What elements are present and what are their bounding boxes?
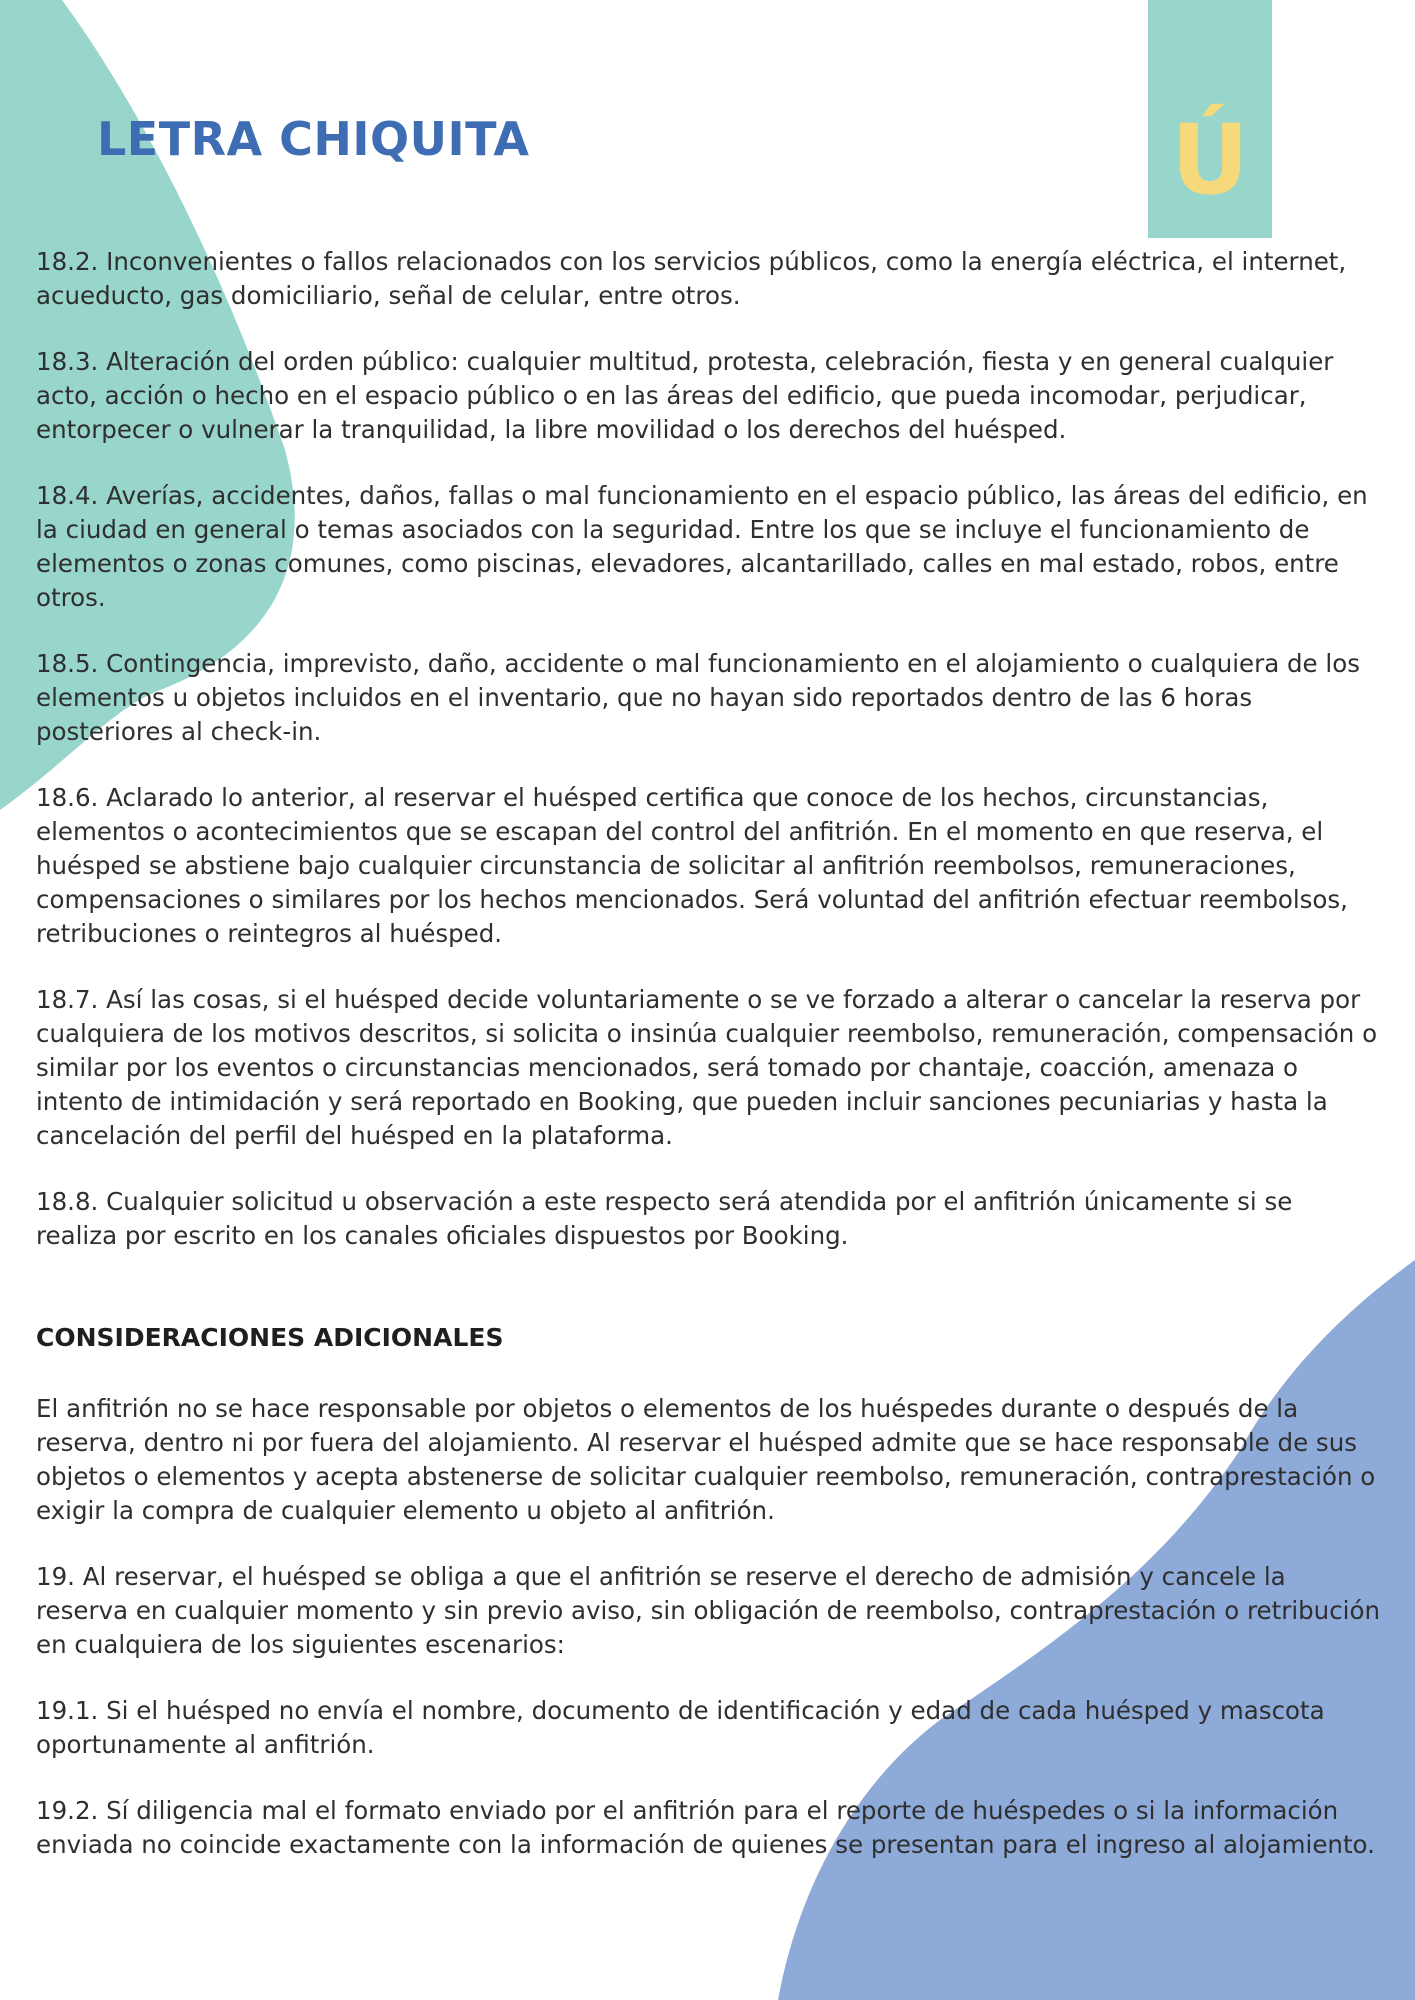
clause-19-2: 19.2. Sí diligencia mal el formato enviado por el anfitrión para el reporte de huéspedes o si la información enviada no coincide exactamente con la información de quienes se presentan para el ingreso al alojamiento. (36, 1796, 1375, 1859)
additional-considerations-paragraph: El anfitrión no se hace responsable por objetos o elementos de los huéspedes durante o después de la reserva, dentro ni por fuera del alojamiento. Al reservar el huésped admite que se hace responsable de sus objetos o elementos y acepta abstenerse de solicitar cualquier reembolso, remuneración, contraprestación o exigir la compra de cualquier elemento u objeto al anfitrión. (36, 1394, 1376, 1525)
document-body (36, 245, 1381, 1894)
clause-18-4: 18.4. Averías, accidentes, daños, fallas o mal funcionamiento en el espacio público, las áreas del edificio, en la ciudad en general o temas asociados con la seguridad. Entre los que se incluye el funcionamiento de elementos o zonas comunes, como piscinas, elevadores, alcantarillado, calles en mal estado, robos, entre otros. (36, 481, 1368, 612)
page-title: LETRA CHIQUITA (97, 112, 530, 166)
clause-19-1: 19.1. Si el huésped no envía el nombre, documento de identificación y edad de cada huésped y mascota oportunamente al anfitrión. (36, 1696, 1325, 1759)
section-heading: CONSIDERACIONES ADICIONALES (36, 1323, 504, 1352)
clause-18-8: 18.8. Cualquier solicitud u observación a este respecto será atendida por el anfitrión únicamente si se realiza por escrito en los canales oficiales dispuestos por Booking. (36, 1187, 1293, 1250)
chapter-tab (1148, 0, 1272, 238)
clause-18-6: 18.6. Aclarado lo anterior, al reservar el huésped certifica que conoce de los hechos, circunstancias, elementos o acontecimientos que se escapan del control del anfitrión. En el momento en que reserva, el huésped se abstiene bajo cualquier circunstancia de solicitar al anfitrión reembolsos, remuneraciones, compensaciones o similares por los hechos mencionados. Será voluntad del anfitrión efectuar reembolsos, retribuciones o reintegros al huésped. (36, 783, 1348, 948)
clause-18-3: 18.3. Alteración del orden público: cualquier multitud, protesta, celebración, fiesta y en general cualquier acto, acción o hecho en el espacio público o en las áreas del edificio, que pueda incomodar, perjudicar, entorpecer o vulnerar la tranquilidad, la libre movilidad o los derechos del huésped. (36, 347, 1334, 444)
chapter-letter: Ú (1171, 104, 1249, 216)
clause-19: 19. Al reservar, el huésped se obliga a que el anfitrión se reserve el derecho de admisión y cancele la reserva en cualquier momento y sin previo aviso, sin obligación de reembolso, contraprestación o retribución en cualquiera de los siguientes escenarios: (36, 1562, 1380, 1659)
clause-18-5: 18.5. Contingencia, imprevisto, daño, accidente o mal funcionamiento en el alojamiento o cualquiera de los elementos u objetos incluidos en el inventario, que no hayan sido reportados dentro de las 6 horas posteriores al check-in. (36, 649, 1360, 746)
clause-18-2: 18.2. Inconvenientes o fallos relacionados con los servicios públicos, como la energía eléctrica, el internet, acueducto, gas domiciliario, señal de celular, entre otros. (36, 247, 1347, 310)
clause-18-7: 18.7. Así las cosas, si el huésped decide voluntariamente o se ve forzado a alterar o cancelar la reserva por cualquiera de los motivos descritos, si solicita o insinúa cualquier reembolso, remuneración, compensación o similar por los eventos o circunstancias mencionados, será tomado por chantaje, coacción, amenaza o intento de intimidación y será reportado en Booking, que pueden incluir sanciones pecuniarias y hasta la cancelación del perfil del huésped en la plataforma. (36, 985, 1378, 1150)
